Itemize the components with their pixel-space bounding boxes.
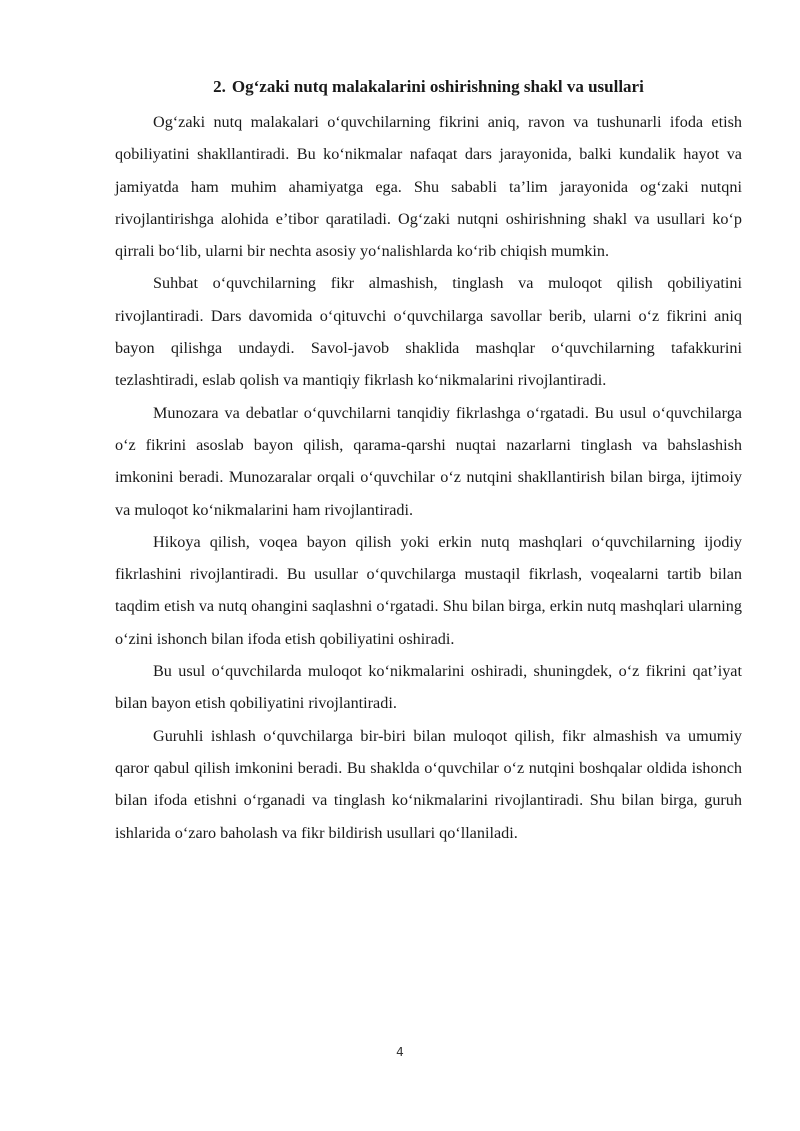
section-number: 2. xyxy=(213,77,226,96)
page-number: 4 xyxy=(396,1045,404,1059)
section-heading xyxy=(115,72,742,102)
section-title: Og‘zaki nutq malakalarini oshirishning shakl va usullari xyxy=(231,77,644,96)
page-content xyxy=(115,72,742,849)
paragraph-munozara: Munozara va debatlar o‘quvchilarni tanqidiy fikrlashga o‘rgatadi. Bu usul o‘quvchilarga o‘z fikrini asoslab bayon qilish, qarama-qarshi nuqtai nazarlarni tinglash va bahslashish imkonini beradi. Munozaralar orqali o‘quvchilar o‘z nutqini shakllantirish bilan birga, ijtimoiy va muloqot ko‘nikmalarini ham rivojlantiradi. xyxy=(115,403,742,519)
paragraph-guruhli: Guruhli ishlash o‘quvchilarga bir-biri bilan muloqot qilish, fikr almashish va umumiy qaror qabul qilish imkonini beradi. Bu shaklda o‘quvchilar o‘z nutqini boshqalar oldida ishonch bilan ifoda etishni o‘rganadi va tinglash ko‘nikmalarini rivojlantiradi. Shu bilan birga, guruh ishlarida o‘zaro baholash va fikr bildirish usullari qo‘llaniladi. xyxy=(115,726,742,842)
paragraph-suhbat: Suhbat o‘quvchilarning fikr almashish, tinglash va muloqot qilish qobiliyatini rivojlantiradi. Dars davomida o‘qituvchi o‘quvchilarga savollar berib, ularni o‘z fikrini aniq bayon qilishga undaydi. Savol-javob shaklida mashqlar o‘quvchilarning tafakkurini tezlashtiradi, eslab qolish va mantiqiy fikrlash ko‘nikmalarini rivojlantiradi. xyxy=(115,274,742,390)
paragraph-hikoya: Hikoya qilish, voqea bayon qilish yoki erkin nutq mashqlari o‘quvchilarning ijodiy fikrlashini rivojlantiradi. Bu usullar o‘quvchilarga mustaqil fikrlash, voqealarni tartib bilan taqdim etish va nutq ohangini saqlashni o‘rgatadi. Shu bilan birga, erkin nutq mashqlari ularning o‘zini ishonch bilan ifoda etish qobiliyatini oshiradi. xyxy=(115,532,742,648)
paragraph-muloqot: Bu usul o‘quvchilarda muloqot ko‘nikmalarini oshiradi, shuningdek, o‘z fikrini qat’iyat bilan bayon etish qobiliyatini rivojlantiradi. xyxy=(115,662,742,713)
paragraph-intro: Og‘zaki nutq malakalari o‘quvchilarning fikrini aniq, ravon va tushunarli ifoda etish qobiliyatini shakllantiradi. Bu ko‘nikmalar nafaqat dars jarayonida, balki kundalik hayot va jamiyatda ham muhim ahamiyatga ega. Shu sababli ta’lim jarayonida og‘zaki nutqni rivojlantirishga alohida e’tibor qaratiladi. Og‘zaki nutqni oshirishning shakl va usullari ko‘p qirrali bo‘lib, ularni bir nechta asosiy yo‘nalishlarda ko‘rib chiqish mumkin. xyxy=(115,113,742,261)
